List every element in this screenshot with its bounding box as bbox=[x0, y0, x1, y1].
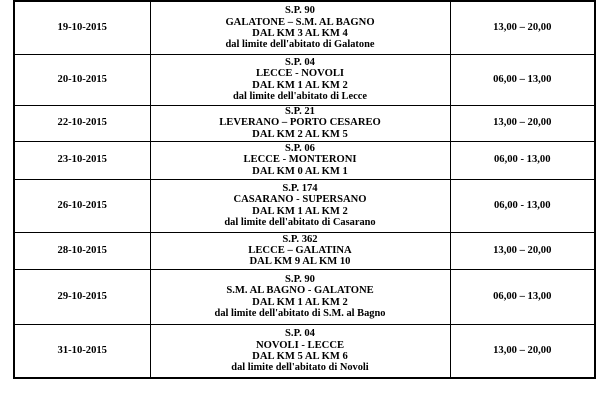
date-cell: 26-10-2015 bbox=[14, 179, 150, 232]
table-row bbox=[14, 324, 595, 378]
road-cell bbox=[150, 324, 450, 378]
route-name: CASARANO - SUPERSANO bbox=[233, 194, 367, 206]
schedule-document bbox=[13, 0, 594, 379]
route-name: LECCE - MONTERONI bbox=[243, 154, 357, 166]
time-cell: 13,00 – 20,00 bbox=[450, 105, 595, 141]
route-name: GALATONE – S.M. AL BAGNO bbox=[225, 16, 375, 28]
route-name: NOVOLI - LECCE bbox=[255, 339, 345, 351]
road-number: S.P. 06 bbox=[285, 143, 315, 155]
road-number: S.P. 174 bbox=[282, 183, 318, 195]
road-cell bbox=[150, 141, 450, 179]
route-name: LEVERANO – PORTO CESAREO bbox=[219, 117, 381, 129]
road-cell bbox=[150, 1, 450, 54]
location-note: dal limite dell'abitato di Lecce bbox=[233, 90, 367, 102]
road-cell bbox=[150, 269, 450, 324]
date-cell: 22-10-2015 bbox=[14, 105, 150, 141]
km-range: DAL KM 1 AL KM 2 bbox=[252, 79, 348, 91]
date-cell: 31-10-2015 bbox=[14, 324, 150, 378]
date-cell: 19-10-2015 bbox=[14, 1, 150, 54]
time-cell: 06,00 - 13,00 bbox=[450, 141, 595, 179]
route-name: S.M. AL BAGNO - GALATONE bbox=[226, 285, 374, 297]
road-number: S.P. 04 bbox=[285, 57, 315, 69]
location-note: dal limite dell'abitato di Novoli bbox=[231, 361, 369, 373]
road-number: S.P. 362 bbox=[282, 233, 318, 245]
table-row bbox=[14, 105, 595, 141]
km-range: DAL KM 1 AL KM 2 bbox=[252, 296, 348, 308]
road-number: S.P. 21 bbox=[285, 106, 315, 118]
km-range: DAL KM 0 AL KM 1 bbox=[252, 165, 348, 177]
time-cell: 13,00 – 20,00 bbox=[450, 232, 595, 269]
km-range: DAL KM 5 AL KM 6 bbox=[252, 350, 348, 362]
location-note: dal limite dell'abitato di Casarano bbox=[224, 216, 376, 228]
road-cell bbox=[150, 54, 450, 105]
km-range: DAL KM 1 AL KM 2 bbox=[252, 205, 348, 217]
time-cell: 06,00 – 13,00 bbox=[450, 269, 595, 324]
location-note: dal limite dell'abitato di S.M. al Bagno bbox=[214, 307, 386, 319]
table-row bbox=[14, 232, 595, 269]
table-row bbox=[14, 141, 595, 179]
km-range: DAL KM 2 AL KM 5 bbox=[252, 128, 348, 140]
date-cell: 20-10-2015 bbox=[14, 54, 150, 105]
road-cell bbox=[150, 105, 450, 141]
road-number: S.P. 90 bbox=[285, 274, 315, 286]
time-cell: 06,00 - 13,00 bbox=[450, 179, 595, 232]
location-note: dal limite dell'abitato di Galatone bbox=[225, 38, 375, 50]
km-range: DAL KM 9 AL KM 10 bbox=[249, 256, 351, 268]
date-cell: 29-10-2015 bbox=[14, 269, 150, 324]
road-cell bbox=[150, 179, 450, 232]
table-row bbox=[14, 269, 595, 324]
time-cell: 06,00 – 13,00 bbox=[450, 54, 595, 105]
table-row bbox=[14, 1, 595, 54]
time-cell: 13,00 – 20,00 bbox=[450, 1, 595, 54]
road-number: S.P. 04 bbox=[285, 328, 315, 340]
table-row bbox=[14, 179, 595, 232]
date-cell: 23-10-2015 bbox=[14, 141, 150, 179]
date-cell: 28-10-2015 bbox=[14, 232, 150, 269]
table-row bbox=[14, 54, 595, 105]
time-cell: 13,00 – 20,00 bbox=[450, 324, 595, 378]
km-range: DAL KM 3 AL KM 4 bbox=[252, 27, 348, 39]
road-cell bbox=[150, 232, 450, 269]
road-number: S.P. 90 bbox=[285, 5, 315, 17]
route-name: LECCE - NOVOLI bbox=[255, 68, 345, 80]
route-name: LECCE – GALATINA bbox=[248, 244, 352, 256]
road-works-schedule-table bbox=[13, 0, 596, 379]
